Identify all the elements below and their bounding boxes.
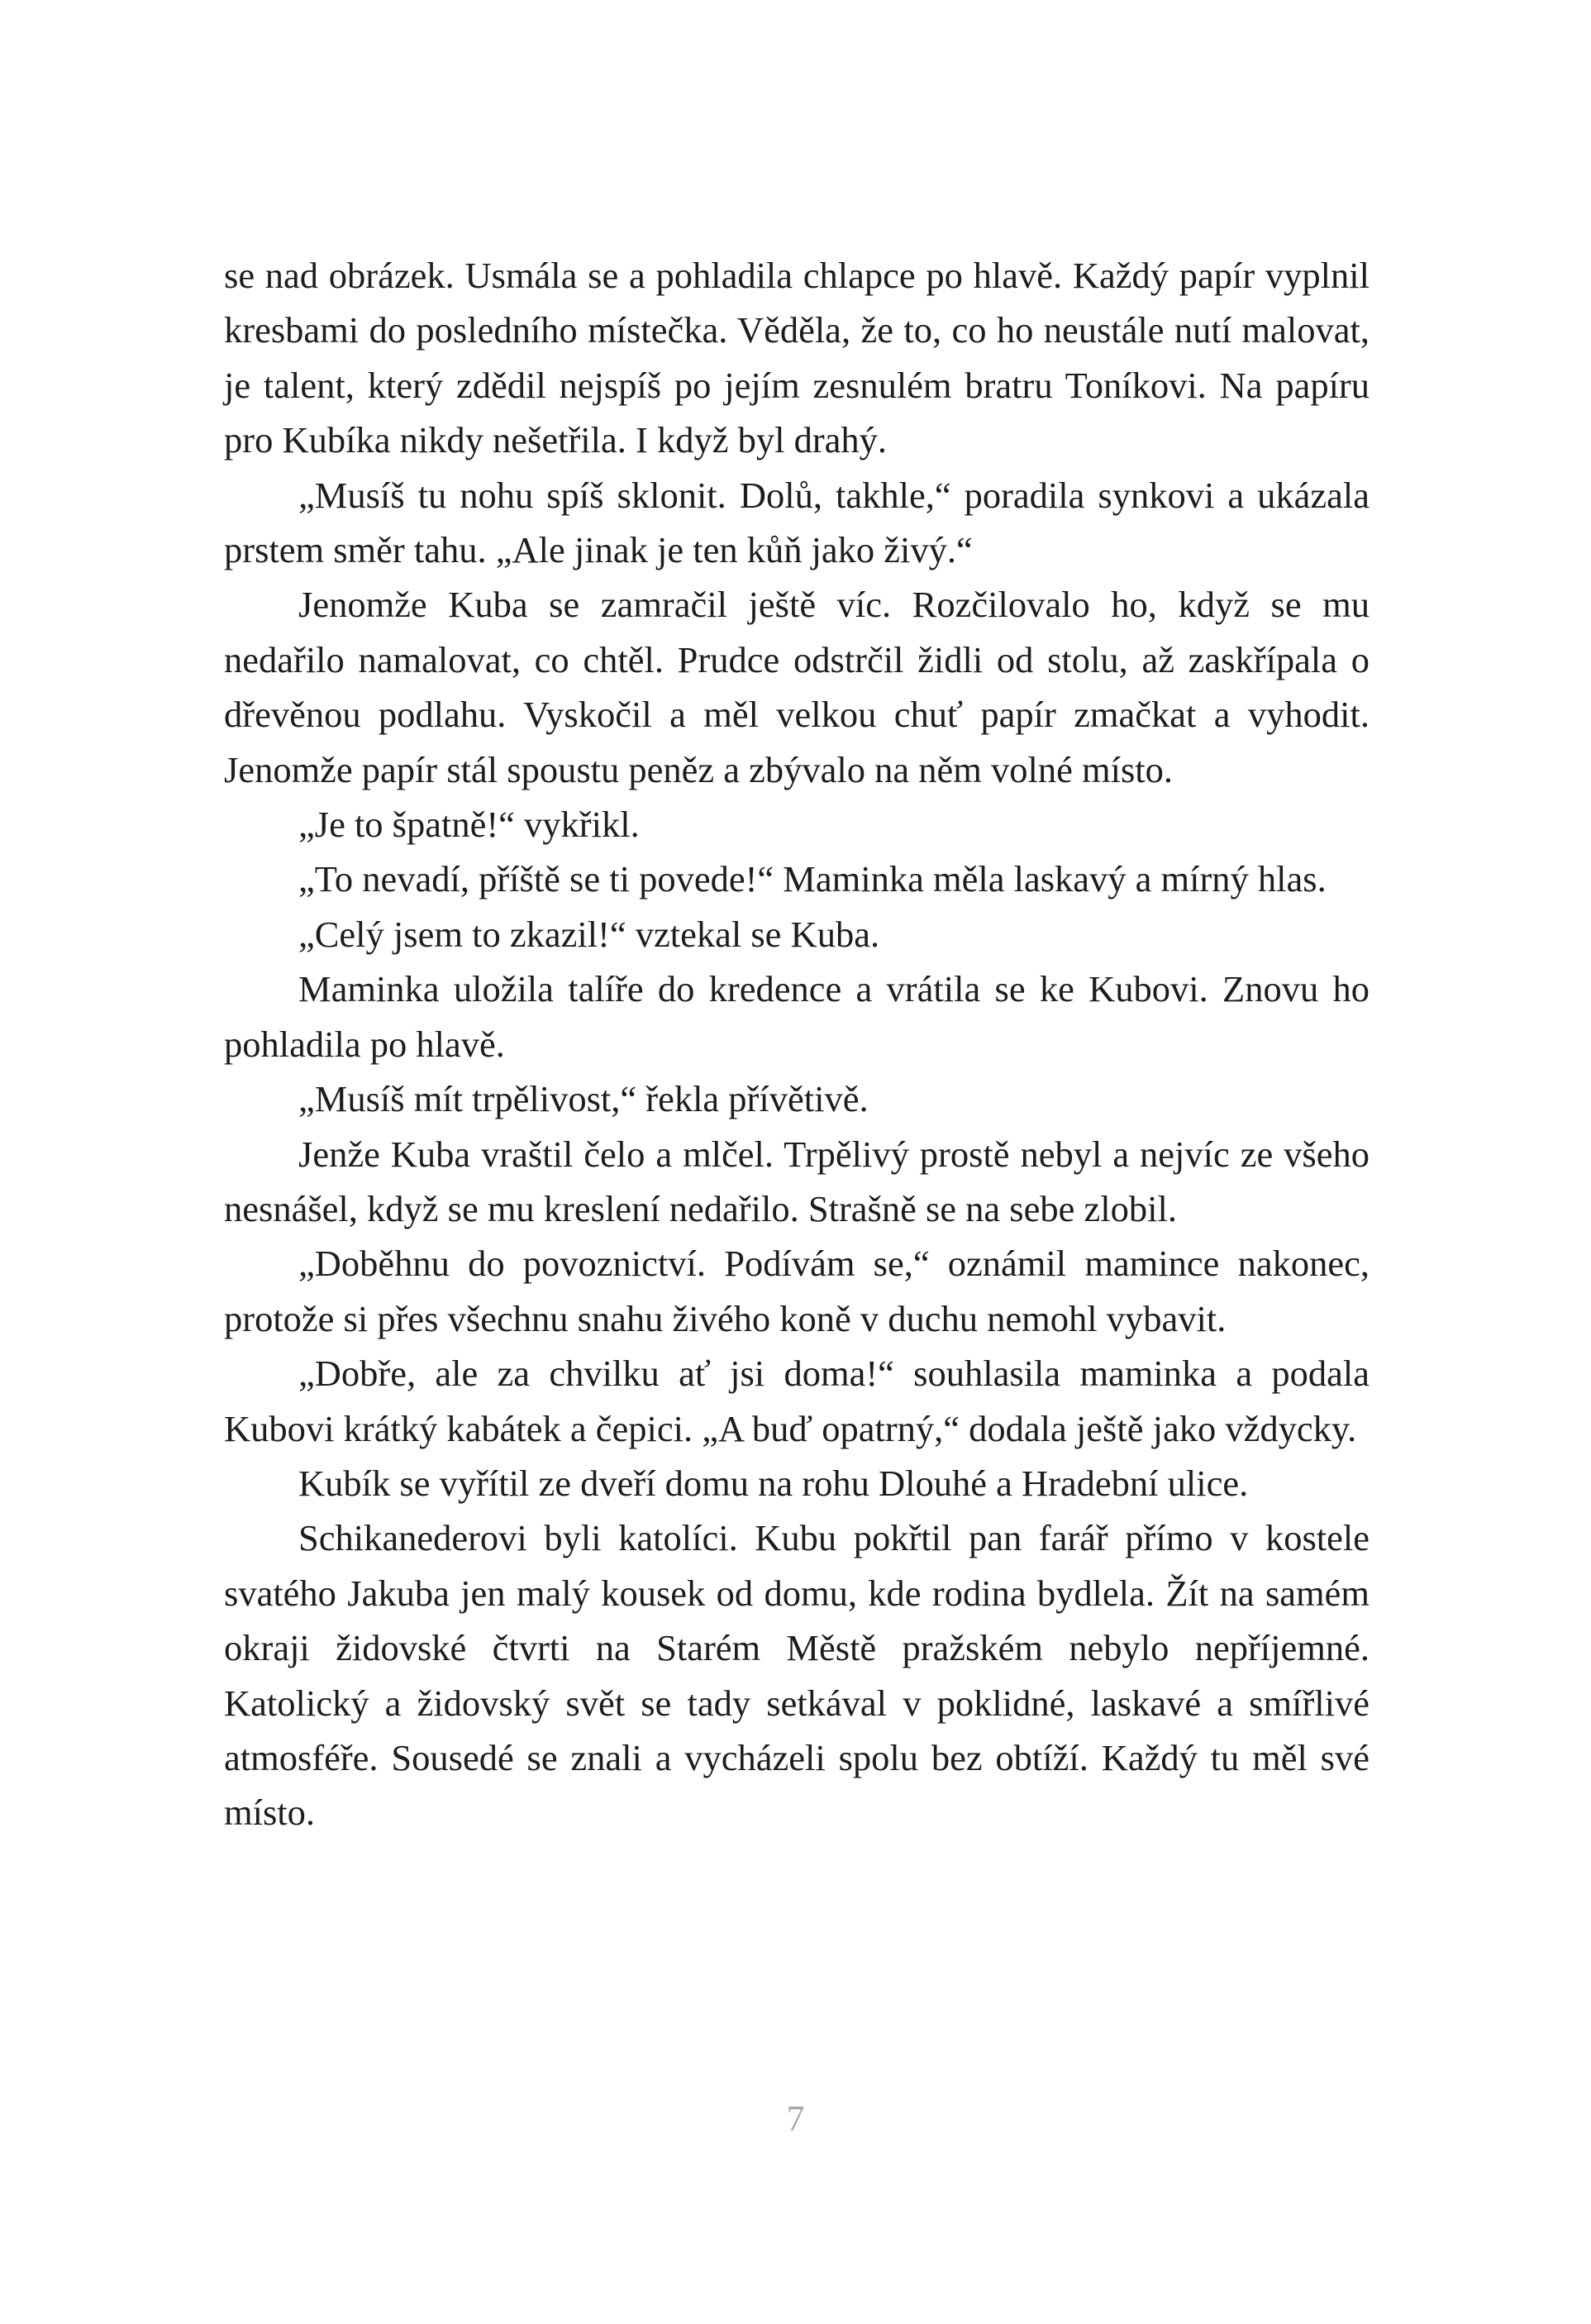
paragraph-7: Maminka uložila talíře do kredence a vrátila se ke Kubovi. Znovu ho pohladila po hlavě. xyxy=(224,968,1369,1065)
paragraph-4: „Je to špatně!“ vykřikl. xyxy=(298,804,640,846)
body-text xyxy=(224,248,1369,1840)
paragraph-9: Jenže Kuba vraštil čelo a mlčel. Trpělivý prostě nebyl a nejvíc ze všeho nesnášel, když se mu kreslení nedařilo. Strašně se na sebe zlobil. xyxy=(224,1133,1369,1229)
paragraph-13: Schikanederovi byli katolíci. Kubu pokřtil pan farář přímo v kostele svatého Jakuba jen malý kousek od domu, kde rodina bydlela. Žít na samém okraji židovské čtvrti na Starém Městě pražském nebylo nepříjemné. Katolický a židovský svět se tady setkával v poklidné, laskavé a smířlivé atmosféře. Sousedé se znali a vycházeli spolu bez obtíží. Každý tu měl své místo. xyxy=(224,1517,1369,1834)
page-number: 7 xyxy=(786,2098,805,2139)
paragraph-2: „Musíš tu nohu spíš sklonit. Dolů, takhle,“ poradila synkovi a ukázala prstem směr tahu. „Ale jinak je ten kůň jako živý.“ xyxy=(224,474,1369,571)
paragraph-11: „Dobře, ale za chvilku ať jsi doma!“ souhlasila maminka a podala Kubovi krátký kabátek a čepici. „A buď opatrný,“ dodala ještě jako vždycky. xyxy=(224,1353,1369,1449)
paragraph-12: Kubík se vyřítil ze dveří domu na rohu Dlouhé a Hradební ulice. xyxy=(298,1462,1249,1504)
paragraph-10: „Doběhnu do povoznictví. Podívám se,“ oznámil mamince nakonec, protože si přes všechnu snahu živého koně v duchu nemohl vybavit. xyxy=(224,1243,1369,1339)
paragraph-3: Jenomže Kuba se zamračil ještě víc. Rozčilovalo ho, když se mu nedařilo namalovat, co chtěl. Prudce odstrčil židli od stolu, až zaskřípala o dřevěnou podlahu. Vyskočil a měl velkou chuť papír zmačkat a vyhodit. Jenomže papír stál spoustu peněz a zbývalo na něm volné místo. xyxy=(224,584,1369,790)
paragraph-6: „Celý jsem to zkazil!“ vztekal se Kuba. xyxy=(298,913,880,955)
paragraph-1: se nad obrázek. Usmála se a pohladila chlapce po hlavě. Každý papír vyplnil kresbami do posledního místečka. Věděla, že to, co ho neustále nutí malovat, je talent, který zdědil nejspíš po jejím zesnulém bratru Toníkovi. Na papíru pro Kubíka nikdy nešetřila. I když byl drahý. xyxy=(224,255,1369,461)
paragraph-5: „To nevadí, příště se ti povede!“ Maminka měla laskavý a mírný hlas. xyxy=(298,858,1327,900)
paragraph-8: „Musíš mít trpělivost,“ řekla přívětivě. xyxy=(298,1078,869,1120)
